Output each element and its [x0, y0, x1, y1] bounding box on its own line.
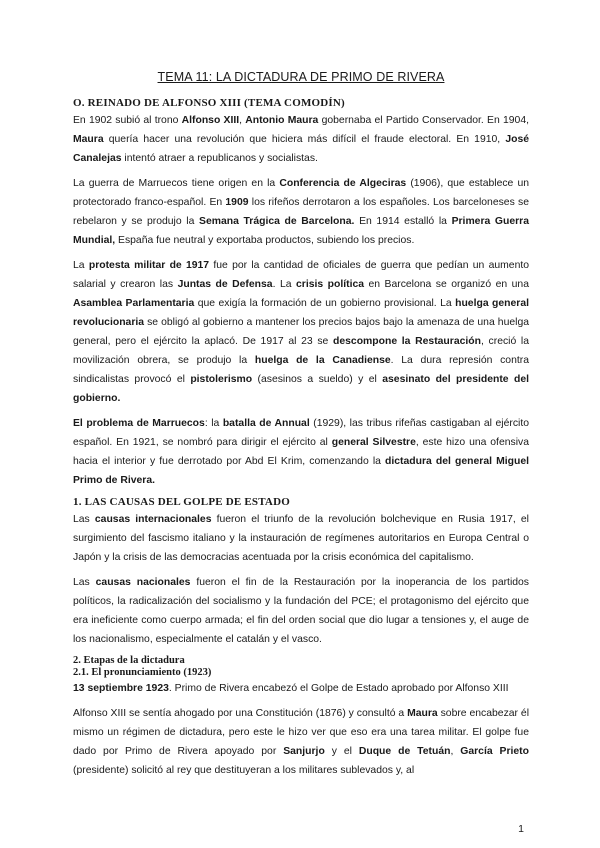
paragraph-1: En 1902 subió al trono Alfonso XIII, Antonio Maura gobernaba el Partido Conservador. En 1904, Maura quería hacer una revolución que hiciera más difícil el fraude electoral. En 1910, José Canalejas intentó atraer a republicanos y socialistas. [73, 115, 529, 164]
bold-term: causas internacionales [94, 514, 212, 525]
document-page [73, 70, 529, 786]
bold-term: dictadura del general Miguel Primo de Rivera. [73, 456, 529, 486]
bold-term: Sanjurjo [283, 746, 325, 757]
bold-term: José Canalejas [73, 134, 529, 164]
bold-term: Maura [73, 134, 104, 145]
paragraph-8: Alfonso XIII se sentía ahogado por una Constitución (1876) y consultó a Maura sobre encabezar él mismo un régimen de dictadura, pero este le hizo ver que eso era una tarea militar. El golpe fue dado por Primo de Rivera apoyado por Sanjurjo y el Duque de Tetuán, García Prieto (presidente) solicitó al rey que destituyeran a los militares sublevados y, al [73, 708, 530, 776]
bold-term: batalla de Annual [222, 418, 310, 429]
bold-term: Antonio Maura [245, 115, 319, 126]
bold-term: García Prieto [460, 746, 529, 757]
bold-term: asesinato del presidente del gobierno. [73, 374, 529, 404]
bold-term: protesta militar de 1917 [88, 260, 210, 271]
paragraph-3: La protesta militar de 1917 fue por la cantidad de oficiales de guerra que pedían un aumento salarial y crearon las Juntas de Defensa. La crisis política en Barcelona se organizó en una Asamblea Parlamentaria que exigía la formación de un gobierno provisional. La huelga general revolucionaria se obligó al gobierno a mantener los precios bajos bajo la amenaza de una huelga general, pero el ejército la aplacó. De 1917 al 23 se descompone la Restauración, creció la movilización obrera, se produjo la huelga de la Canadiense. La dura represión contra sindicalistas provocó el pistolerismo (asesinos a sueldo) y el asesinato del presidente del gobierno. [73, 260, 530, 404]
bold-term: general Silvestre [331, 437, 416, 448]
bold-term: Maura [407, 708, 438, 719]
bold-term: Alfonso XIII [181, 115, 240, 126]
bold-term: Conferencia de Algeciras [279, 178, 407, 189]
bold-term: Primera Guerra Mundial, [73, 216, 529, 246]
paragraph-4: El problema de Marruecos: la batalla de Annual (1929), las tribus rifeñas castigaban al ejército español. En 1921, se nombró para dirigir el ejército al general Silvestre, este hizo una ofensiva hacia el interior y fue derrotado por Abd El Krim, comenzando la dictadura del general Miguel Primo de Rivera. [73, 418, 529, 486]
bold-term: pistolerismo [190, 374, 253, 385]
bold-term: 13 septiembre 1923 [73, 683, 169, 694]
bold-term: crisis política [296, 279, 365, 290]
bold-term: huelga general revolucionaria [73, 298, 529, 328]
bold-term: descompone la Restauración [333, 336, 481, 347]
bold-term: huelga de la Canadiense [254, 355, 391, 366]
paragraph-5: Las causas internacionales fueron el triunfo de la revolución bolchevique en Rusia 1917, el surgimiento del fascismo italiano y la instauración de regímenes autoritarios en Europa Central o Japón y la crisis de las democracias acentuada por la crisis económica del capitalismo. [73, 514, 529, 563]
section-heading-0: O. REINADO DE ALFONSO XIII (TEMA COMODÍN) [73, 97, 345, 109]
bold-term: Asamblea Parlamentaria [73, 298, 195, 309]
bold-term: 1909 [225, 197, 249, 208]
section-heading-1: 1. LAS CAUSAS DEL GOLPE DE ESTADO [73, 496, 290, 508]
bold-term: Duque de Tetuán [358, 746, 451, 757]
bold-term: Juntas de Defensa [177, 279, 273, 290]
paragraph-2: La guerra de Marruecos tiene origen en la Conferencia de Algeciras (1906), que establece un protectorado franco-español. En 1909 los rifeños derrotaron a los españoles. Los barceloneses se rebelaron y se produjo la Semana Trágica de Barcelona. En 1914 estalló la Primera Guerra Mundial, España fue neutral y exportaba productos, subiendo los precios. [73, 178, 530, 246]
page-title: TEMA 11: LA DICTADURA DE PRIMO DE RIVERA [157, 70, 445, 84]
page-number: 1 [518, 823, 524, 835]
section-heading-2: 2. Etapas de la dictadura [73, 655, 185, 666]
bold-term: Semana Trágica de Barcelona. [199, 216, 355, 227]
section-heading-2-1: 2.1. El pronunciamiento (1923) [73, 667, 212, 678]
paragraph-6: Las causas nacionales fueron el fin de la Restauración por la inoperancia de los partidos políticos, la radicalización del socialismo y la fundación del PCE; el protagonismo del ejército que era ineficiente como cuerpo armada; el fin del orden social que dio lugar a tensiones y, el auge de los nacionalismo, especialmente el catalán y el vasco. [73, 577, 530, 645]
bold-term: El problema de Marruecos [73, 418, 205, 429]
bold-term: causas nacionales [95, 577, 191, 588]
paragraph-7: 13 septiembre 1923. Primo de Rivera encabezó el Golpe de Estado aprobado por Alfonso XIII [73, 683, 509, 694]
